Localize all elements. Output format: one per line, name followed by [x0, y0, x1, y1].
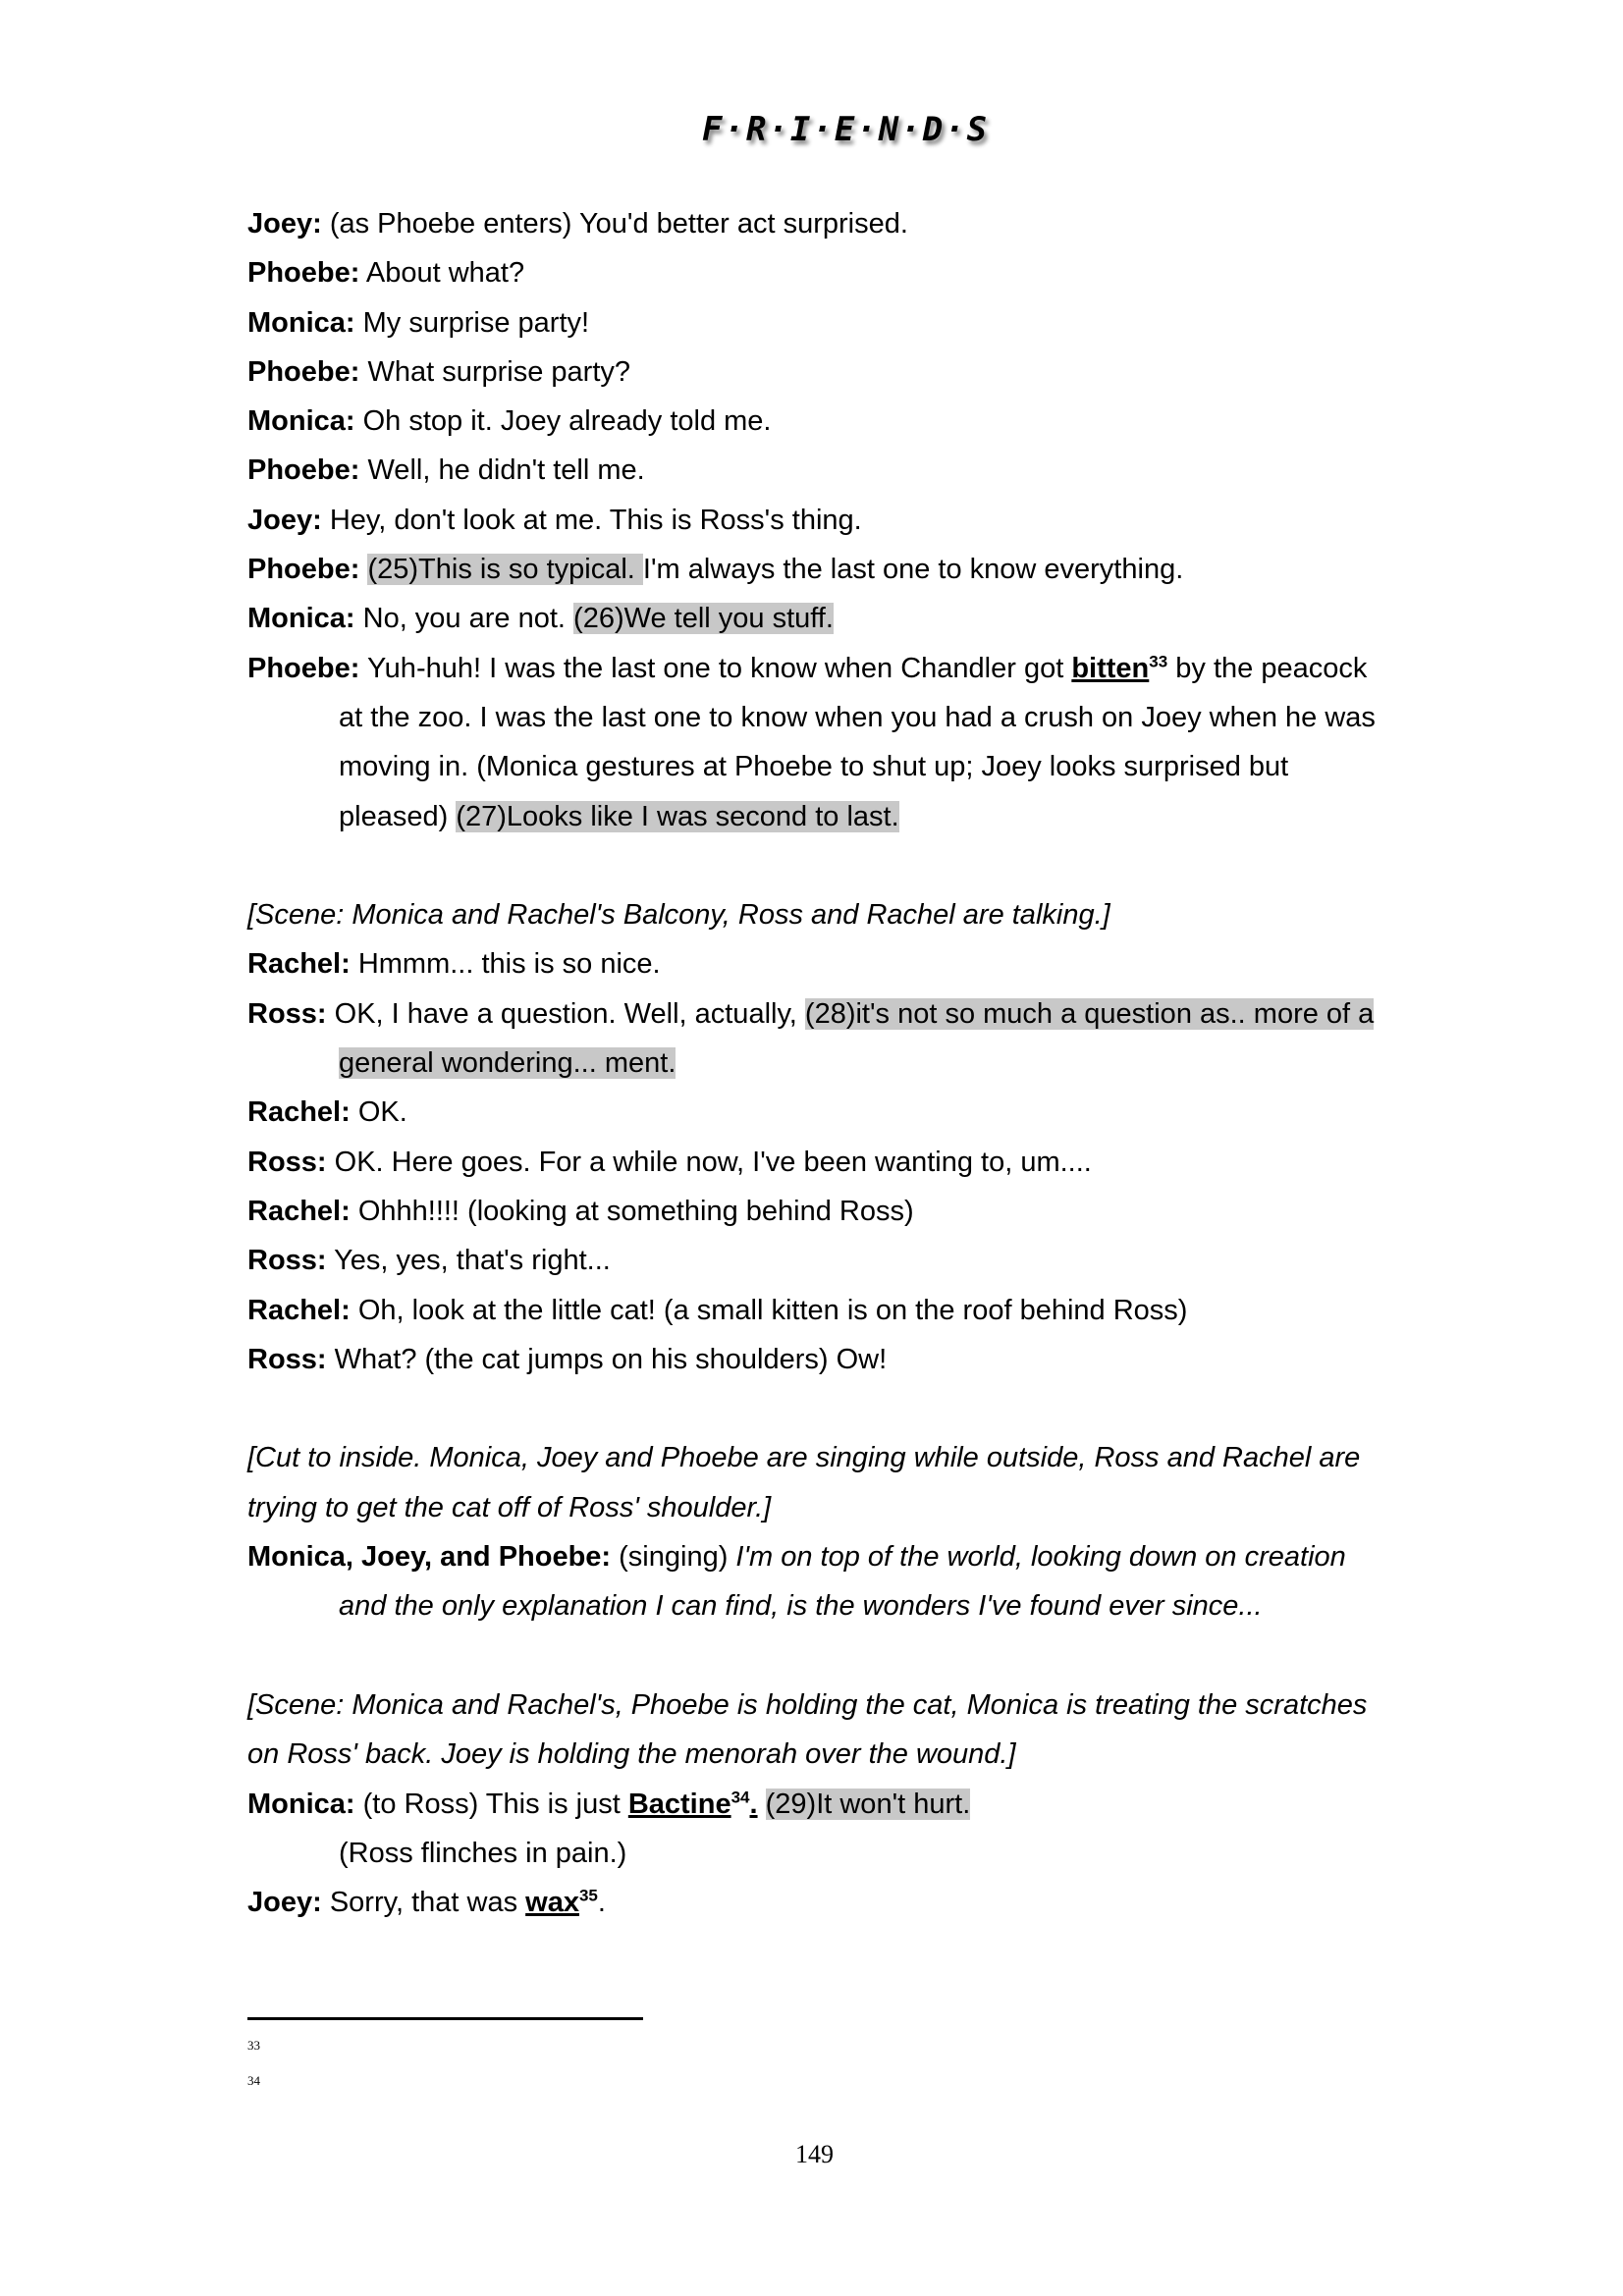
script-line [247, 1681, 1398, 1780]
speaker-name: Phoebe: [247, 454, 360, 487]
dialogue-text: OK. Here goes. For a while now, I've been wanting to, um.... [326, 1146, 1092, 1178]
speaker-name: Joey: [247, 208, 322, 240]
stage-direction: [Cut to inside. Monica, Joey and Phoebe are singing while outside, Ross and Rachel are trying to get the cat off of Ross' shoulder.] [247, 1442, 1361, 1523]
dialogue-text: . [597, 1887, 606, 1919]
script-line [247, 1187, 1398, 1236]
script-line [247, 1878, 1398, 1927]
speaker-name: Monica: [247, 603, 355, 635]
dialogue-text: Ohhh!!!! (looking at something behind Ross) [350, 1195, 914, 1227]
dialogue-text: Yes, yes, that's right... [326, 1245, 611, 1277]
speaker-name: Monica: [247, 306, 355, 339]
script-body [247, 199, 1398, 1927]
highlighted-phrase: (29)It won't hurt. [765, 1788, 971, 1820]
speaker-name: Monica: [247, 405, 355, 438]
script-line [247, 1532, 1398, 1631]
page-number: 149 [795, 2140, 834, 2168]
blank-line [247, 841, 1398, 890]
highlighted-phrase: (28)it's not so much a question as.. more of a general wondering... ment. [339, 997, 1375, 1080]
dialogue-text: No, you are not. [354, 603, 574, 635]
friends-logo: F·R·I·E·N·D·S [702, 110, 990, 149]
footnote-ref: 33 [1149, 652, 1168, 671]
glossary-term: wax [525, 1887, 579, 1919]
speaker-name: Phoebe: [247, 652, 360, 684]
dialogue-text: What surprise party? [359, 355, 631, 388]
script-line [247, 644, 1398, 841]
speaker-name: Monica, Joey, and Phoebe: [247, 1541, 612, 1574]
script-line [247, 446, 1398, 495]
dialogue-text: (singing) [611, 1541, 736, 1574]
dialogue-text: OK. [350, 1096, 407, 1129]
dialogue-text: Oh stop it. Joey already told me. [354, 405, 772, 438]
dialogue-text: Well, he didn't tell me. [359, 454, 645, 487]
speaker-name: Joey: [247, 504, 322, 536]
glossary-term: bitten [1071, 652, 1150, 684]
speaker-name: Rachel: [247, 1294, 351, 1326]
dialogue-text: Hmmm... this is so nice. [350, 948, 661, 981]
speaker-name: Monica: [247, 1788, 355, 1820]
dialogue-text: OK, I have a question. Well, actually, [326, 997, 805, 1030]
dialogue-text: Yuh-huh! I was the last one to know when Chandler got [359, 652, 1072, 684]
footnote-34: 34 [247, 2073, 260, 2088]
footnote-separator [247, 2017, 643, 2020]
stage-direction: I'm on top of the world, looking down on creation and the only explanation I can find, is the wonders I've found ever since... [339, 1541, 1346, 1623]
footnote-33: 33 [247, 2038, 260, 2053]
dialogue-text: About what? [359, 257, 525, 290]
script-line [247, 496, 1398, 545]
dialogue-text: by the peacock at the zoo. I was the last one to know when you had a crush on Joey when he was moving in. (Monica gestures at Phoebe to shut up; Joey looks surprised but pleased) [339, 652, 1376, 832]
speaker-name: Joey: [247, 1887, 322, 1919]
footnote-ref: 35 [578, 1886, 598, 1905]
speaker-name: Rachel: [247, 948, 351, 981]
script-line [247, 989, 1398, 1089]
dialogue-text: Sorry, that was [321, 1887, 526, 1919]
footnote-ref: 34 [730, 1787, 750, 1806]
dialogue-text: (as Phoebe enters) You'd better act surprised. [321, 208, 908, 240]
dialogue-text [758, 1789, 766, 1820]
script-line [247, 199, 1398, 248]
speaker-name: Phoebe: [247, 257, 360, 290]
script-line [247, 248, 1398, 297]
stage-direction: [Scene: Monica and Rachel's, Phoebe is holding the cat, Monica is treating the scratches on Ross' back. Joey is holding the menorah over the wound.] [247, 1688, 1368, 1771]
script-line [247, 1433, 1398, 1532]
script-line [247, 1236, 1398, 1285]
dialogue-text: (Ross flinches in pain.) [339, 1837, 627, 1869]
script-line [247, 890, 1398, 939]
blank-line [247, 1631, 1398, 1681]
script-line [247, 1138, 1398, 1187]
dialogue-text: Hey, don't look at me. This is Ross's thing. [321, 504, 862, 536]
script-line [247, 594, 1398, 643]
speaker-name: Ross: [247, 1343, 327, 1375]
speaker-name: Phoebe: [247, 554, 360, 586]
script-line [247, 298, 1398, 347]
script-line [247, 939, 1398, 988]
script-line [247, 1088, 1398, 1137]
glossary-term: . [749, 1788, 758, 1820]
highlighted-phrase: (27)Looks like I was second to last. [456, 800, 899, 832]
speaker-name: Ross: [247, 997, 327, 1030]
script-line [247, 347, 1398, 397]
dialogue-text: I'm always the last one to know everything. [642, 554, 1184, 586]
dialogue-text: What? (the cat jumps on his shoulders) Ow! [326, 1343, 888, 1375]
highlighted-phrase: (26)We tell you stuff. [573, 603, 834, 635]
script-line [247, 545, 1398, 594]
blank-line [247, 1384, 1398, 1433]
dialogue-text: My surprise party! [354, 306, 590, 339]
highlighted-phrase: (25)This is so typical. [367, 554, 643, 586]
speaker-name: Ross: [247, 1146, 327, 1178]
script-line [247, 1780, 1398, 1829]
script-line [247, 397, 1398, 446]
dialogue-text: Oh, look at the little cat! (a small kitten is on the roof behind Ross) [350, 1294, 1188, 1326]
speaker-name: Phoebe: [247, 355, 360, 388]
script-line [247, 1829, 1398, 1878]
stage-direction: [Scene: Monica and Rachel's Balcony, Ross and Rachel are talking.] [247, 899, 1110, 932]
speaker-name: Ross: [247, 1245, 327, 1277]
script-line [247, 1286, 1398, 1335]
speaker-name: Rachel: [247, 1096, 351, 1129]
speaker-name: Rachel: [247, 1195, 351, 1227]
dialogue-text: (to Ross) This is just [354, 1788, 628, 1820]
script-line [247, 1335, 1398, 1384]
glossary-term: Bactine [627, 1788, 731, 1820]
